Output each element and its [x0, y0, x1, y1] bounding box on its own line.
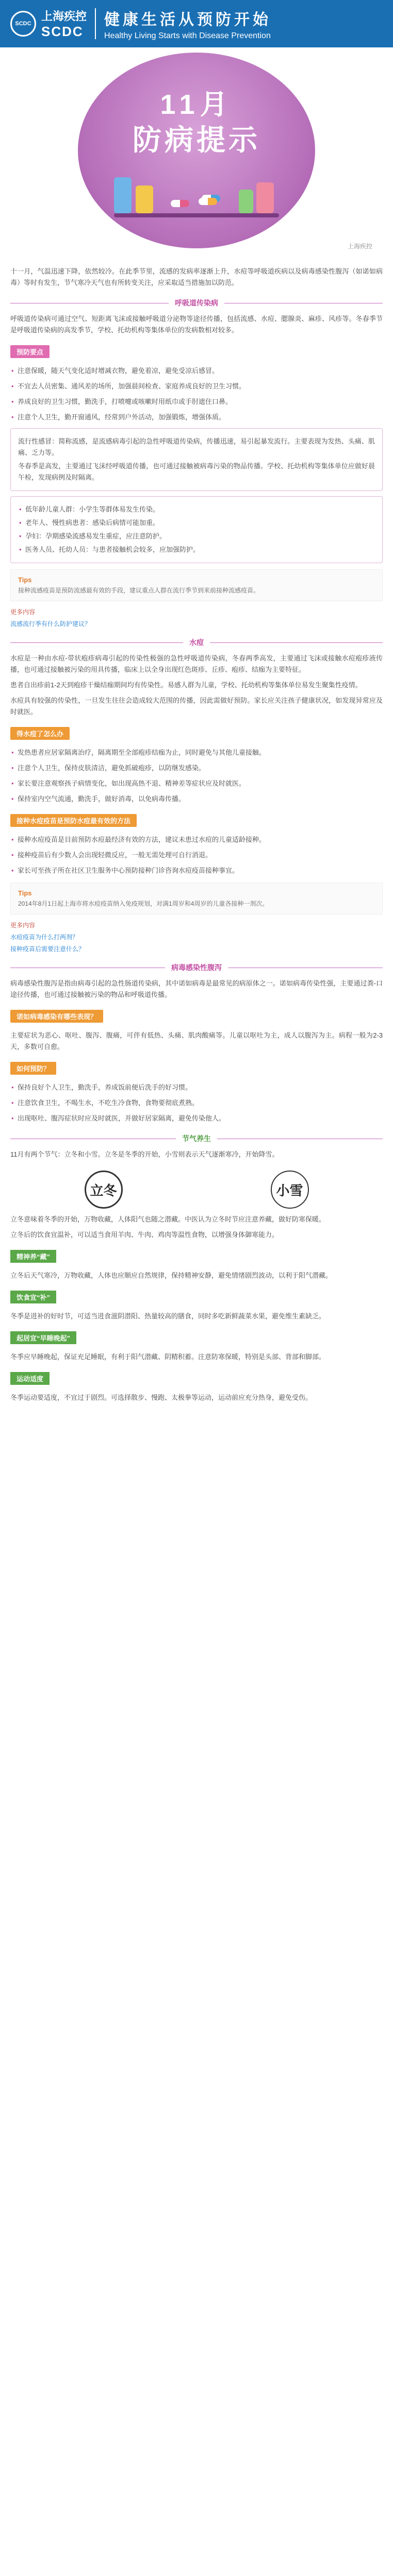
medicine-bottle-icon — [256, 182, 274, 213]
logo-text — [41, 8, 87, 40]
section-header — [10, 1133, 383, 1144]
article-content — [0, 266, 393, 1403]
tips-title: Tips — [18, 889, 32, 897]
subsection-tag: 运动适度 — [10, 1372, 50, 1385]
section-header — [10, 637, 383, 648]
section-title: 水痘 — [189, 638, 204, 647]
tips-text: 2014年8月1日起上海市将水痘疫苗纳入免疫规划，对满1周岁和4周岁的儿童各接种一剂次。 — [18, 900, 269, 907]
hero-brand: 上海疾控 — [347, 243, 372, 250]
section-header — [10, 298, 383, 308]
paragraph: 流行性感冒：简称流感，是流感病毒引起的急性呼吸道传染病，传播迅速，易引起暴发流行。主要表现为发热、头痛、肌痛、乏力等。 — [18, 437, 375, 456]
logo-cn: 上海疾控 — [41, 10, 87, 23]
list-item: • 家长可至孩子所在社区卫生服务中心预防接种门诊咨询水痘疫苗接种事宜。 — [10, 865, 383, 876]
list-item: • 保持良好个人卫生，勤洗手，养成饭前便后洗手的好习惯。 — [10, 1082, 383, 1093]
medicine-bottle-icon — [136, 185, 153, 213]
desk — [114, 213, 279, 217]
subsection-tag: 饮食宜“补” — [10, 1291, 56, 1303]
list-item: • 养成良好的卫生习惯，勤洗手，打喷嚏或咳嗽时用纸巾或手肘遮住口鼻。 — [10, 396, 383, 408]
tips-box — [10, 569, 383, 601]
paragraph: 病毒感染性腹泻是指由病毒引起的急性肠道传染病，其中诺如病毒是最常见的病原体之一。诺如病毒传染性强，主要通过粪-口途径传播，也可通过接触被污染的物品和呼吸道传播。 — [10, 979, 383, 998]
section-header — [10, 962, 383, 973]
related-link[interactable]: 接种疫苗后需要注意什么？ — [10, 945, 85, 953]
bullet-list — [10, 365, 383, 423]
subsection-tag: 得水痘了怎么办 — [10, 727, 70, 740]
list-item: • 接种疫苗后有少数人会出现轻微反应，一般无需处理可自行消退。 — [10, 850, 383, 861]
subsection-tag: 诺如病毒感染有哪些表现？ — [10, 1010, 103, 1023]
subsection-tag: 预防要点 — [10, 345, 50, 358]
slogan-cn: 健康生活从预防开始 — [104, 11, 272, 28]
paragraph: 水痘具有较强的传染性，一旦发生往往会造成较大范围的传播，因此需做好预防。家长应关注孩子健康状况，如发现异常应及时就医。 — [10, 697, 383, 716]
list-item: • 注意个人卫生，勤开窗通风，经常到户外活动，加强锻炼，增强体质。 — [10, 412, 383, 423]
list-item: • 医务人员、托幼人员：与患者接触机会较多，应加强防护。 — [18, 544, 375, 555]
paragraph: 水痘是一种由水痘-带状疱疹病毒引起的传染性极强的急性呼吸道传染病，冬春两季高发，主要通过飞沫或接触水痘疱疹液传播，也可通过接触被污染的用具传播，临床上以全身出现红色斑疹、丘疹、疱疹、结痂为主要特征。 — [10, 654, 383, 673]
header-divider — [95, 8, 96, 39]
paragraph: 呼吸道传染病可通过空气、短距离飞沫或接触呼吸道分泌物等途径传播，包括流感、水痘、腮腺炎、麻疹、风疹等。冬春季节是呼吸道传染病的高发季节，学校、托幼机构等集体单位的发病数相对较多。 — [10, 315, 383, 334]
solar-term-stamps — [10, 1171, 383, 1209]
tips-box — [10, 883, 383, 914]
bullet-list — [10, 747, 383, 805]
more-content-label: 更多内容 — [10, 608, 36, 616]
section-title: 病毒感染性腹泻 — [171, 963, 222, 972]
section-title: 节气养生 — [182, 1134, 211, 1143]
list-item: • 发热患者应居家隔离治疗，隔离期至全部疱疹结痂为止，同时避免与其他儿童接触。 — [10, 747, 383, 758]
slogan — [104, 7, 271, 41]
stamp-lidong: 立冬 — [85, 1171, 123, 1209]
paragraph: 11月有两个节气：立冬和小雪。立冬是冬季的开始，小雪则表示天气逐渐寒冷，开始降雪。 — [10, 1150, 279, 1158]
intro-text: 十一月，气温迅速下降，依然较冷。在此季节里，流感的发病率逐渐上升，水痘等呼吸道疾病以及病毒感染性腹泻（如诺如病毒）等时有发生，节气寒冷天气也有所转变关注，应采取适当措施加以防范。 — [10, 267, 383, 286]
tips-title: Tips — [18, 576, 32, 584]
paragraph: 立冬后天气寒冷，万物收藏，人体也应顺应自然规律，保持精神安静，避免情绪剧烈波动，以利于阳气潜藏。 — [10, 1272, 333, 1279]
bullet-list — [10, 1082, 383, 1124]
list-item: • 老年人、慢性病患者：感染后病情可能加重。 — [18, 517, 375, 529]
hero-title: 11月 — [160, 89, 233, 120]
header — [0, 0, 393, 47]
logo-icon — [10, 11, 36, 37]
section-title: 呼吸道传染病 — [175, 299, 218, 307]
hero-illustration — [78, 53, 315, 248]
paragraph: 主要症状为恶心、呕吐、腹泻、腹痛，可伴有低热、头痛、肌肉酸痛等。儿童以呕吐为主，成人以腹泻为主。病程一般为2-3天，多数可自愈。 — [10, 1031, 383, 1050]
list-item: • 低年龄儿童人群：小学生等群体易发生传染。 — [18, 504, 375, 515]
subsection-tag: 接种水痘疫苗是预防水痘最有效的方法 — [10, 814, 137, 827]
list-item: • 出现呕吐、腹泻症状时应及时就医，并做好居家隔离，避免传染他人。 — [10, 1113, 383, 1124]
capsule-icon — [199, 198, 217, 205]
capsule-icon — [171, 200, 189, 207]
bullet-list — [10, 834, 383, 876]
subsection-tag: 如何预防？ — [10, 1062, 56, 1075]
hero-banner — [0, 47, 393, 258]
related-link[interactable]: 水痘疫苗为什么打两剂？ — [10, 934, 79, 941]
list-item: • 保持室内空气流通，勤洗手，做好消毒，以免病毒传播。 — [10, 793, 383, 805]
list-item: • 接种水痘疫苗是目前预防水痘最经济有效的方法，建议未患过水痘的儿童适龄接种。 — [10, 834, 383, 845]
list-item: • 注意个人卫生，保持皮肤清洁，避免抓破疱疹，以防继发感染。 — [10, 762, 383, 774]
paragraph: 冬季是进补的好时节，可适当进食滋阴潜阳、热量较高的膳食，同时多吃新鲜蔬菜水果，避免维生素缺乏。 — [10, 1312, 326, 1320]
list-item: • 注意饮食卫生，不喝生水，不吃生冷食物，食物要彻底煮熟。 — [10, 1097, 383, 1109]
paragraph: 立冬后的饮食宜温补，可以适当食用羊肉、牛肉、鸡肉等温性食物，以增强身体御寒能力。 — [10, 1231, 279, 1239]
list-item: • 不宜去人员密集、通风差的场所，加强晨间检查、家庭养成良好的卫生习惯。 — [10, 381, 383, 392]
subsection-tag: 精神养“藏” — [10, 1250, 56, 1263]
related-link[interactable]: 流感流行季有什么防护建议？ — [10, 620, 91, 628]
paragraph: 冬季应早睡晚起，保证充足睡眠，有利于阳气潜藏、阴精积蓄。注意防寒保暖，特别是头部、背部和脚部。 — [10, 1353, 326, 1361]
list-item: • 孕妇：孕期感染流感易发生重症，应注意防护。 — [18, 531, 375, 542]
hero-subtitle: 防病提示 — [133, 124, 260, 156]
medicine-bottle-icon — [114, 177, 132, 213]
info-box — [10, 496, 383, 563]
paragraph: 冬春季是高发，主要通过飞沫经呼吸道传播，也可通过接触被病毒污染的物品传播。学校、托幼机构等集体单位应做好晨午检，发现病例及时隔离。 — [18, 462, 375, 481]
paragraph: 冬季运动要适度，不宜过于剧烈。可选择散步、慢跑、太极拳等运动，运动前应充分热身，避免受伤。 — [10, 1394, 313, 1401]
paragraph: 立冬意味着冬季的开始，万物收藏，人体阳气也随之潜藏。中医认为立冬时节应注意养藏，做好防寒保暖。 — [10, 1215, 326, 1223]
logo-abbr: SCDC — [15, 21, 31, 27]
tips-text: 接种流感疫苗是预防流感最有效的手段，建议重点人群在流行季节到来前接种流感疫苗。 — [18, 587, 260, 594]
stamp-xiaoxue: 小雪 — [271, 1171, 309, 1209]
list-item: • 注意保暖，随天气变化适时增减衣物，避免着凉，避免受凉后感冒。 — [10, 365, 383, 377]
subsection-tag: 起居宜“早睡晚起” — [10, 1331, 76, 1344]
list-item: • 家长要注意观察孩子病情变化，如出现高热不退、精神差等症状应及时就医。 — [10, 778, 383, 789]
medicine-bottle-icon — [239, 190, 253, 213]
slogan-en: Healthy Living Starts with Disease Prevention — [104, 31, 271, 40]
info-box — [10, 428, 383, 491]
more-content-label: 更多内容 — [10, 922, 36, 929]
logo-en: SCDC — [41, 24, 84, 39]
paragraph: 患者自出疹前1-2天到疱疹干燥结痂期间均有传染性。易感人群为儿童，学校、托幼机构等集体单位易发生聚集性疫情。 — [10, 681, 362, 689]
